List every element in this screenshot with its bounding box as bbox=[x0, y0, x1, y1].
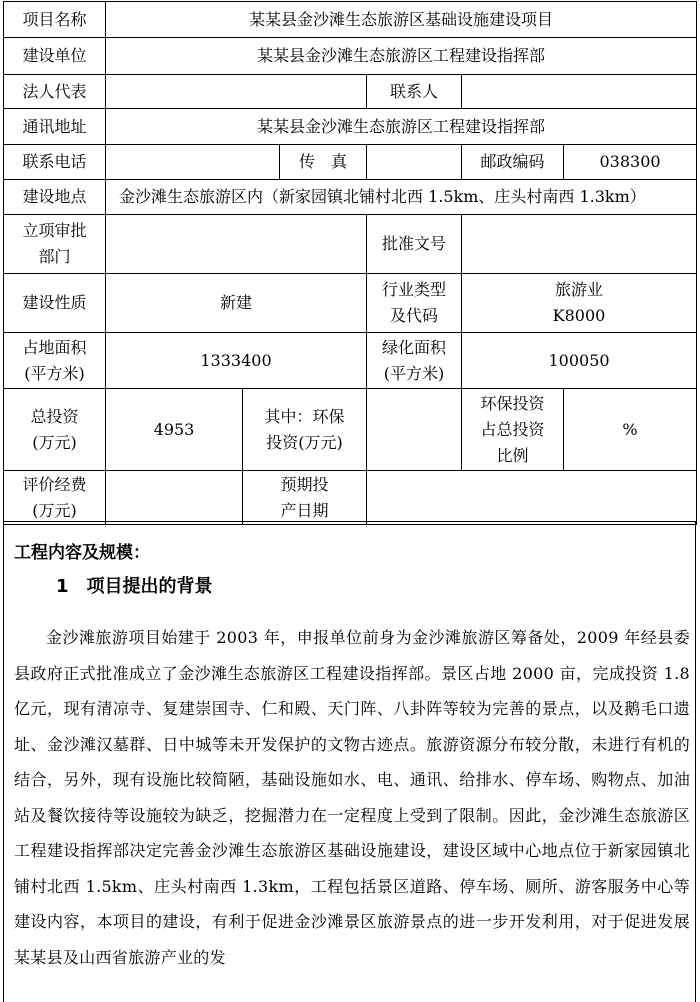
nature-value: 新建 bbox=[106, 274, 367, 333]
industry-value bbox=[462, 274, 697, 333]
location-label: 建设地点 bbox=[4, 180, 106, 215]
phone-label: 联系电话 bbox=[4, 145, 106, 180]
builder-label: 建设单位 bbox=[4, 38, 106, 75]
invest-label-line1: 总投资 bbox=[30, 406, 79, 426]
builder-value: 某某县金沙滩生态旅游区工程建设指挥部 bbox=[106, 38, 697, 75]
prod-date-label-line2: 产日期 bbox=[280, 500, 329, 520]
green-label-line2: (平方米) bbox=[383, 363, 445, 383]
eval-fee-label-line1: 评价经费 bbox=[22, 474, 87, 494]
green-label bbox=[367, 333, 462, 389]
industry-value-line2: K8000 bbox=[552, 306, 606, 325]
fax-label: 传 真 bbox=[280, 145, 367, 180]
approval-doc-label: 批准文号 bbox=[367, 215, 462, 274]
approval-dept-value bbox=[106, 215, 367, 274]
contact-value bbox=[462, 75, 697, 109]
project-name-value: 某某县金沙滩生态旅游区基础设施建设项目 bbox=[106, 2, 697, 38]
area-value: 1333400 bbox=[106, 333, 367, 389]
green-label-line1: 绿化面积 bbox=[381, 337, 446, 357]
prod-date-value bbox=[367, 471, 697, 525]
invest-value: 4953 bbox=[106, 389, 243, 471]
address-label: 通讯地址 bbox=[4, 109, 106, 145]
legal-rep-value bbox=[106, 75, 367, 109]
project-content-section bbox=[3, 521, 696, 1002]
invest-label-line2: (万元) bbox=[32, 432, 77, 452]
eval-fee-value bbox=[106, 471, 243, 525]
location-value: 金沙滩生态旅游区内（新家园镇北铺村北西 1.5km、庄头村南西 1.3km） bbox=[106, 180, 697, 215]
approval-doc-value bbox=[462, 215, 697, 274]
area-label bbox=[4, 333, 106, 389]
industry-value-line1: 旅游业 bbox=[555, 280, 604, 299]
fax-value bbox=[367, 145, 462, 180]
subsection-title: 1 项目提出的背景 bbox=[56, 576, 213, 597]
industry-label-line1: 行业类型 bbox=[381, 280, 446, 299]
env-invest-label bbox=[243, 389, 367, 471]
env-ratio-label bbox=[462, 389, 564, 471]
prod-date-label-line1: 预期投 bbox=[280, 474, 329, 494]
phone-value bbox=[106, 145, 280, 180]
postcode-value: 038300 bbox=[564, 145, 697, 180]
env-invest-label-line1: 其中：环保 bbox=[264, 406, 345, 426]
env-ratio-label-line1: 环保投资 bbox=[480, 393, 545, 413]
invest-label bbox=[4, 389, 106, 471]
eval-fee-label-line2: (万元) bbox=[32, 500, 77, 520]
env-invest-label-line2: 投资(万元) bbox=[266, 432, 343, 452]
area-label-line2: (平方米) bbox=[24, 363, 85, 383]
env-ratio-value: % bbox=[564, 389, 697, 471]
eval-fee-label bbox=[4, 471, 106, 525]
env-ratio-label-line3: 比例 bbox=[496, 445, 529, 465]
postcode-label: 邮政编码 bbox=[462, 145, 564, 180]
nature-label: 建设性质 bbox=[4, 274, 106, 333]
approval-dept-label bbox=[4, 215, 106, 274]
approval-dept-label-line1: 立项审批 bbox=[22, 221, 87, 240]
section-title: 工程内容及规模： bbox=[14, 543, 150, 563]
industry-label-line2: 及代码 bbox=[389, 306, 438, 325]
area-label-line1: 占地面积 bbox=[22, 337, 87, 357]
prod-date-label bbox=[243, 471, 367, 525]
env-invest-value bbox=[367, 389, 462, 471]
project-name-label: 项目名称 bbox=[4, 2, 106, 38]
project-info-table bbox=[3, 1, 697, 525]
green-value: 100050 bbox=[462, 333, 697, 389]
background-paragraph: 金沙滩旅游项目始建于 2003 年，申报单位前身为金沙滩旅游区筹备处，2009 年经县委县政府正式批准成立了金沙滩生态旅游区工程建设指挥部。景区占地 2000 亩，完成投资 1.8 亿元，现有清凉寺、复建崇国寺、仁和殿、天门阵、八卦阵等较为完善的景点，以及鹅毛口遗址、金沙滩汉墓群、日中城等未开发保护的文物古迹点。旅游资源分布较分散，未进行有机的结合，另外，现有设施比较简陋，基础设施如水、电、通讯、给排水、停车场、购物点、加油站及餐饮接待等设施较为缺乏，挖掘潜力在一定程度上受到了限制。因此，金沙滩生态旅游区工程建设指挥部决定完善金沙滩生态旅游区基础设施建设，建设区域中心地点位于新家园镇北铺村北西 1.5km、庄头村南西 1.3km，工程包括景区道路、停车场、厕所、游客服务中心等建设内容，本项目的建设，有利于促进金沙滩景区旅游景点的进一步开发利用，对于促进发展某某县及山西省旅游产业的发 bbox=[14, 628, 690, 967]
contact-label: 联系人 bbox=[367, 75, 462, 109]
env-ratio-label-line2: 占总投资 bbox=[480, 419, 545, 439]
approval-dept-label-line2: 部门 bbox=[38, 247, 71, 266]
industry-label bbox=[367, 274, 462, 333]
legal-rep-label: 法人代表 bbox=[4, 75, 106, 109]
address-value: 某某县金沙滩生态旅游区工程建设指挥部 bbox=[106, 109, 697, 145]
